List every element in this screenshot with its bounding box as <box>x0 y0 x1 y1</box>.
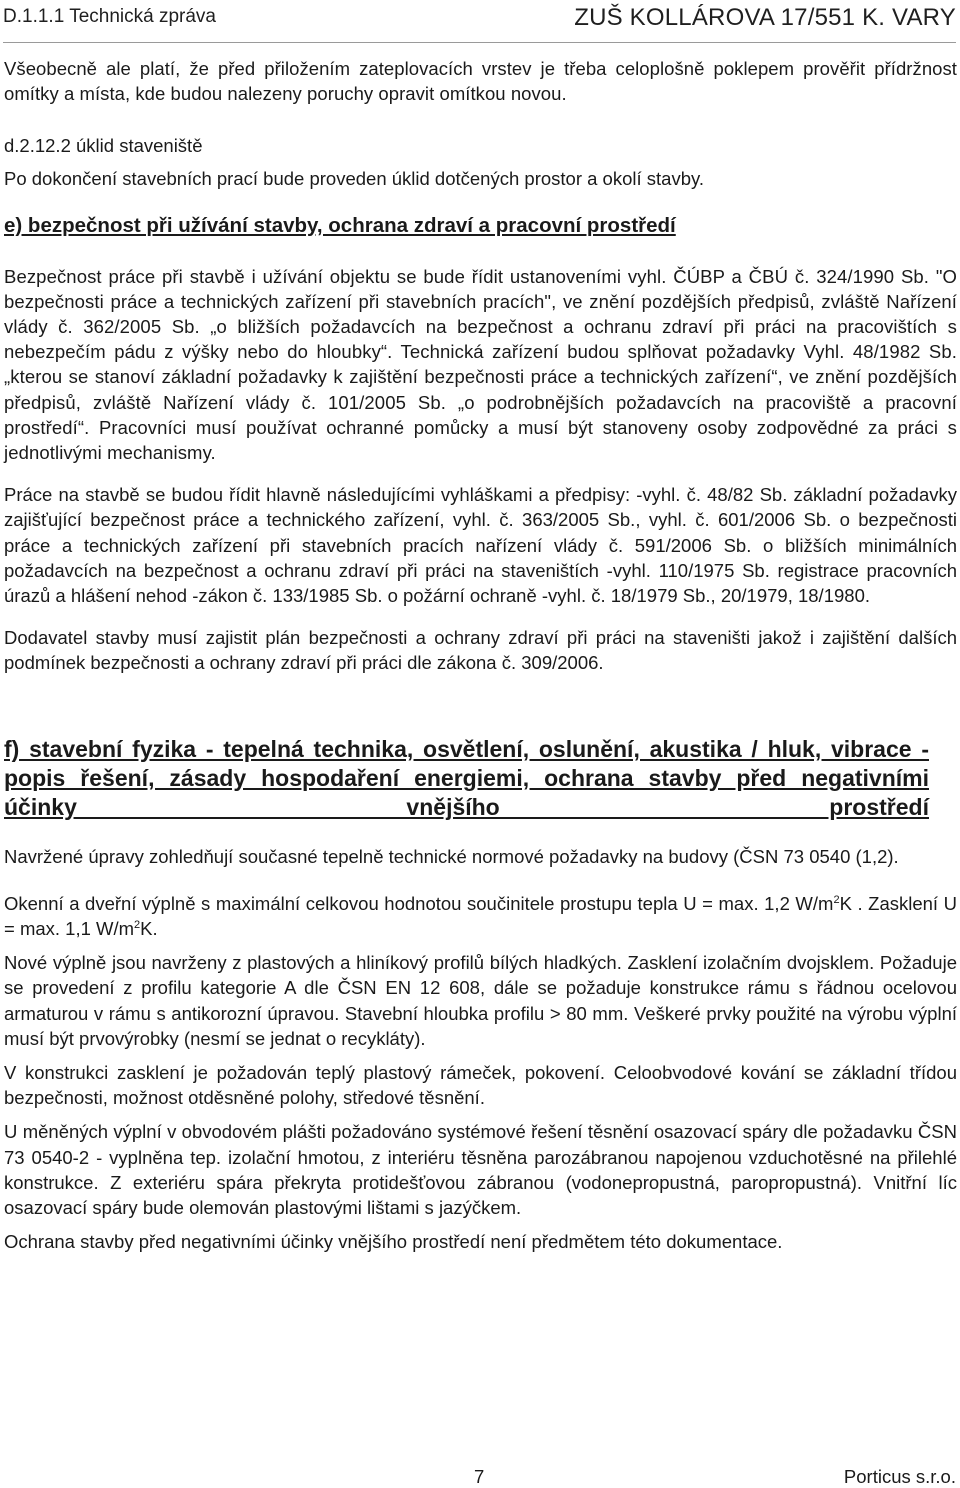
section-f-paragraph-1: Navržené úpravy zohledňují současné tepelně technické normové požadavky na budovy (ČSN 73 0540 (1,2). <box>4 845 899 867</box>
footer-company: Porticus s.r.o. <box>843 1466 956 1487</box>
thermal-superscript-1: 2 <box>833 893 840 906</box>
thermal-text-part-1: Okenní a dveřní výplně s maximální celkovou hodnotou součinitele prostupu tepla U = max. 1,2 W/m <box>4 892 834 914</box>
section-e-paragraph-2: Práce na stavbě se budou řídit hlavně následujícími vyhláškami a předpisy: -vyhl. č. 48/82 Sb. základní požadavky zajišťující bezpečnost práce a technického zařízení, vyhl. č. 363/2005 Sb., vyhl. č. 601/2006 Sb. o bezpečnosti práce a technických zařízení při stavebních pracích nařízení vlády č. 591/2006 Sb. o bližších minimálních požadavcích na bezpečnost a ochranu zdraví při práci na staveništích -vyhl. 110/1975 Sb. registrace pracovních úrazů a hlášení nehod -zákon č. 133/1985 Sb. o požární ochraně -vyhl. č. 18/1979 Sb., 20/1979, 18/1980. <box>4 484 957 607</box>
thermal-text-part-3: K. <box>140 918 158 940</box>
intro-paragraph: Všeobecně ale platí, že před přiložením zateplovacích vrstev je třeba celoplošně poklepem prověřit přídržnost omítky a místa, kde budou nalezeny poruchy opravit omítkou novou. <box>4 58 957 105</box>
header-section-ref: D.1.1.1 Technická zpráva <box>3 6 216 27</box>
section-f-paragraph-4: V konstrukci zasklení je požadován teplý plastový rámeček, pokovení. Celoobvodové kování se základní třídou bezpečnosti, možnost otděsněné polohy, středové těsnění. <box>4 1062 957 1109</box>
section-d-title: d.2.12.2 úklid staveniště <box>4 135 203 157</box>
page-number: 7 <box>474 1466 485 1487</box>
section-f-paragraph-5: U měněných výplní v obvodovém plášti požadováno systémové řešení těsnění osazovací spáry dle požadavku ČSN 73 0540-2 - vyplněna tep. izolační hmotou, z interiéru těsněna parozábranou napojenou vzduchotěsné na přilehlé konstrukce. Z exteriéru spára překryta protidešťovou zábranou (vodonepropustná, paropropustná). Vnitřní líc osazovací spáry bude olemován plastovými lištami s jazýčkem. <box>4 1121 957 1219</box>
section-d-text: Po dokončení stavebních prací bude proveden úklid dotčených prostor a okolí stavby. <box>4 168 705 190</box>
section-f-paragraph-3: Nové výplně jsou navrženy z plastových a hliníkový profilů bílých hladkých. Zasklení izolačním dvojsklem. Požaduje se provedení z profilu kategorie A dle ČSN EN 12 608, dále se požaduje konstrukce rámu s řádnou ocelovou armaturou v rámu s antikorozní úpravou. Stavební hloubka profilu > 80 mm. Veškeré prvky použité na výrobu výplní musí být prvovýrobky (nesmí se jednat o recykláty). <box>4 952 957 1049</box>
document-body <box>4 56 957 1255</box>
section-e-heading: e) bezpečnost při užívání stavby, ochrana zdraví a pracovní prostředí <box>4 213 676 237</box>
thermal-superscript-2: 2 <box>134 918 141 931</box>
section-f-paragraph-2 <box>4 891 957 941</box>
section-f-heading: f) stavební fyzika - tepelná technika, osvětlení, oslunění, akustika / hluk, vibrace - popis řešení, zásady hospodaření energiemi, ochrana stavby před negativními účinky vnějšího prostředí <box>4 735 929 820</box>
section-f-paragraph-6: Ochrana stavby před negativními účinky vnějšího prostředí není předmětem této dokumentace. <box>4 1231 783 1253</box>
thermal-text-part-2: K . Zasklení U = max. 1,1 W/m <box>4 892 957 940</box>
section-e-paragraph-3: Dodavatel stavby musí zajistit plán bezpečnosti a ochrany zdraví při práci na staveništi jakož i zajištění dalších podmínek bezpečnosti a ochrany zdraví při práci dle zákona č. 309/2006. <box>4 627 957 674</box>
page-header <box>3 6 956 43</box>
header-project-title: ZUŠ KOLLÁROVA 17/551 K. VARY <box>574 4 956 31</box>
section-e-paragraph-1: Bezpečnost práce při stavbě i užívání objektu se bude řídit ustanoveními vyhl. ČÚBP a ČBÚ č. 324/1990 Sb. "O bezpečnosti práce a technických zařízení při stavebních pracích", ve znění pozdějších předpisů, zvláště Nařízení vlády č. 362/2005 Sb. „o bližších požadavcích na bezpečnost a ochranu zdraví při práci na pracovištích s nebezpečím pádu z výšky nebo do hloubky“. Technická zařízení budou splňovat požadavky Vyhl. 48/1982 Sb. „kterou se stanoví základní požadavky k zajištění bezpečnosti práce a technických zařízení“, ve znění pozdějších předpisů, zvláště Nařízení vlády č. 101/2005 Sb. „o podrobnějších požadavcích na pracoviště a pracovní prostředí“. Pracovníci musí používat ochranné pomůcky a musí být stanoveny osoby zodpovědné za práci s jednotlivými mechanismy. <box>4 265 957 464</box>
